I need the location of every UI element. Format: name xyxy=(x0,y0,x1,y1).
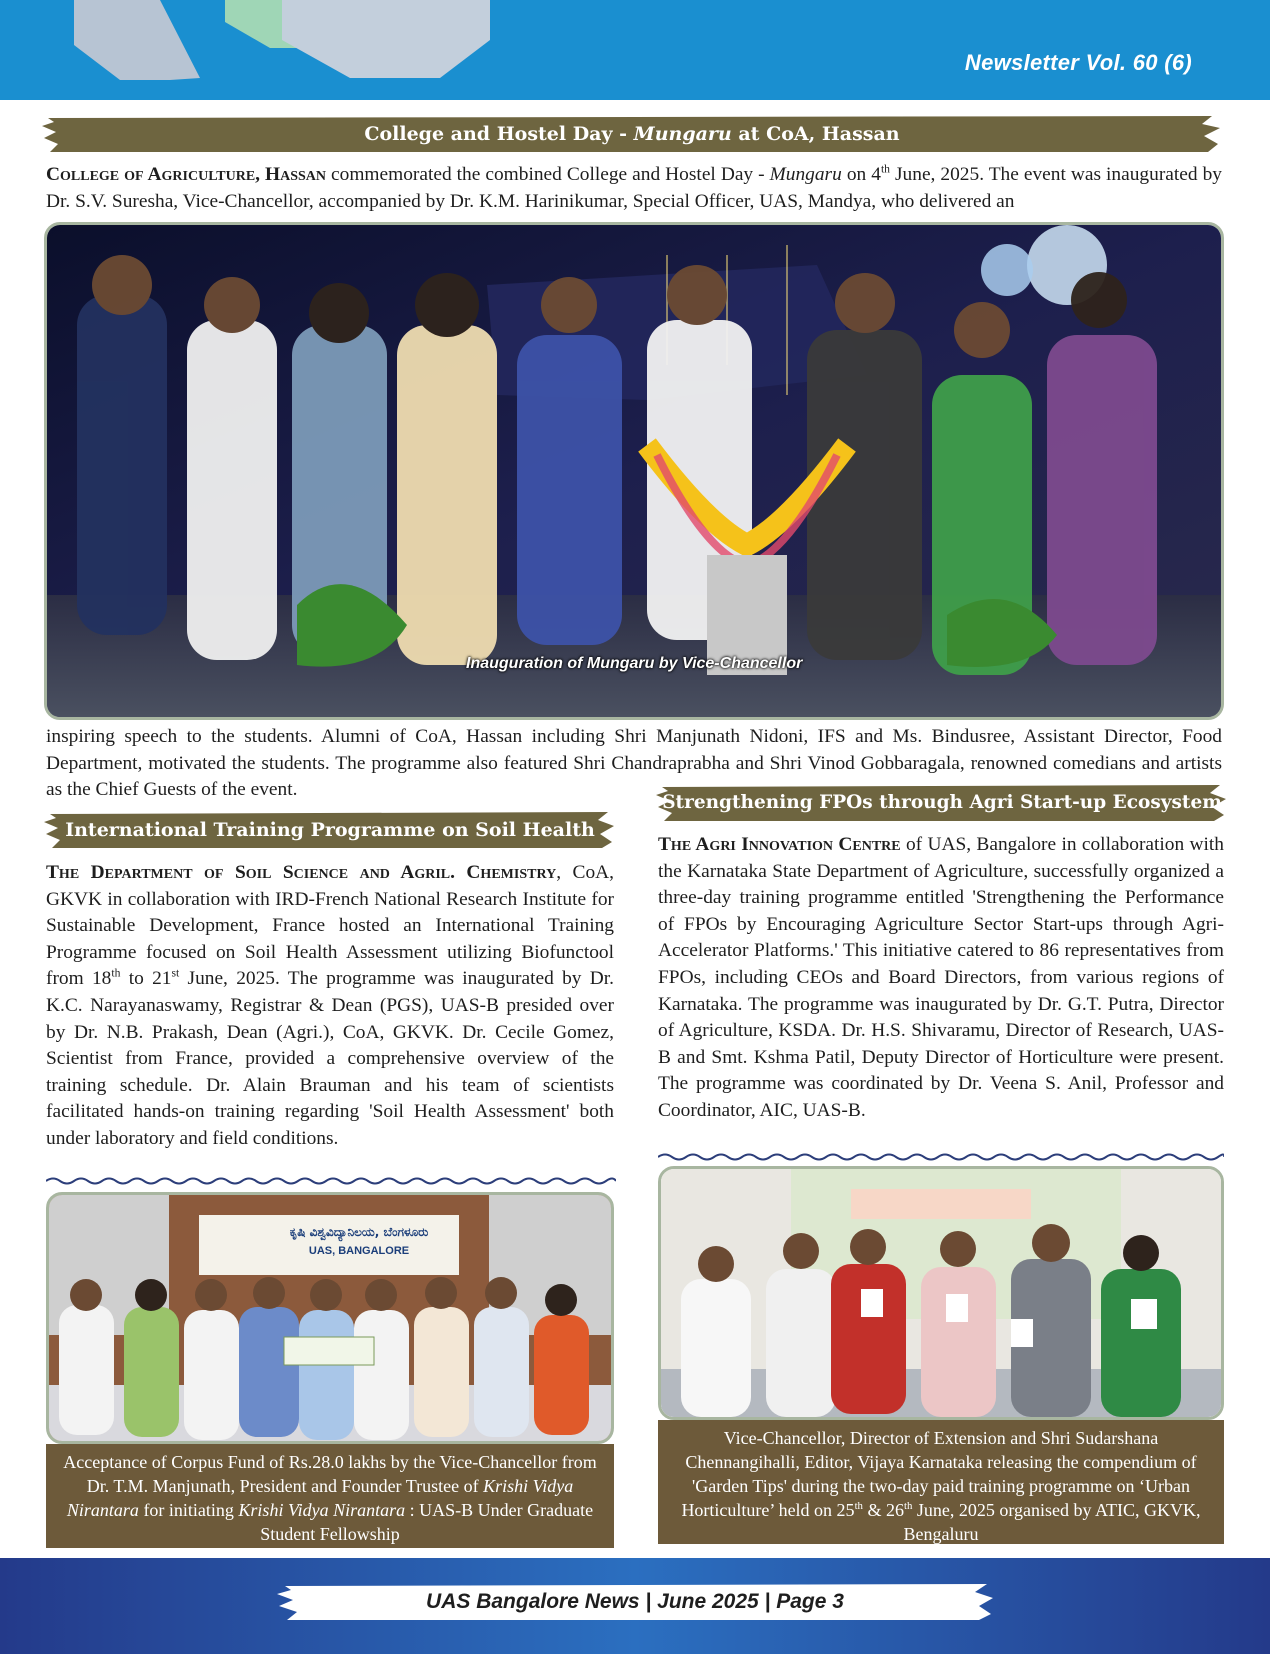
section-banner-college-day xyxy=(42,114,1222,154)
garden-tips-photo xyxy=(658,1166,1224,1420)
hexagon-decoration xyxy=(0,0,540,100)
fpo-article: The Agri Innovation Centre of UAS, Bangalore in collaboration with the Karnataka State Department of Agriculture, successfully organized a three-day training programme entitled 'Strengthening the Performance of FPOs by Encouraging Agriculture Sector Start-ups through Agri-Accelerator Platforms.' This initiative catered to 86 representatives from FPOs, including CEOs and Board Directors, from various regions of Karnataka. The programme was inaugurated by Dr. G.T. Putra, Director of Agriculture, KSDA. Dr. H.S. Shivaramu, Director of Research, UAS-B and Smt. Kshma Patil, Deputy Director of Horticulture were present. The programme was coordinated by Dr. Veena S. Anil, Professor and Coordinator, AIC, UAS-B. xyxy=(658,834,1224,1121)
header-bar xyxy=(0,0,1270,100)
section-title: Strengthening FPOs through Agri Start-up Ecosystem xyxy=(662,792,1222,813)
photo-caption: Inauguration of Mungaru by Vice-Chancellor xyxy=(466,655,803,672)
wavy-divider xyxy=(46,1176,616,1186)
corpus-fund-photo xyxy=(46,1192,614,1444)
banner-sign-english: UAS, BANGALORE xyxy=(308,1245,410,1257)
wavy-divider xyxy=(658,1152,1224,1162)
college-day-continued: inspiring speech to the students. Alumni of CoA, Hassan including Shri Manjunath Nidoni, IFS and Ms. Bindusree, Assistant Director, Food Department, motivated the students. The programme also featured Shri Chandraprabha and Shri Vinod Gobbaragala, renowned comedians and artists as the Chief Guests of the event. xyxy=(46,726,1222,801)
section-title: College and Hostel Day - Mungaru at CoA, Hassan xyxy=(364,123,900,145)
garden-tips-caption: Vice-Chancellor, Director of Extension and Shri Sudarshana Chennangihalli, Editor, Vijaya Karnataka releasing the compendium of 'Garden Tips' during the two-day paid training programme on ‘Urban Horticulture’ held on 25th & 26th June, 2025 organised by ATIC, GKVK, Bengaluru xyxy=(658,1420,1224,1544)
banner-sign-kannada: ಕೃಷಿ ವಿಶ್ವವಿದ್ಯಾನಿಲಯ, ಬೆಂಗಳೂರು xyxy=(289,1225,429,1239)
section-title: International Training Programme on Soil Health xyxy=(65,819,595,841)
corpus-fund-caption: Acceptance of Corpus Fund of Rs.28.0 lakhs by the Vice-Chancellor from Dr. T.M. Manjunath, President and Founder Trustee of Krishi Vidya Nirantara for initiating Krishi Vidya Nirantara : UAS-B Under Graduate Student Fellowship xyxy=(46,1444,614,1548)
footer-text: UAS Bangalore News | June 2025 | Page 3 xyxy=(426,1590,844,1613)
section-banner-fpos xyxy=(656,783,1228,823)
newsletter-volume: Newsletter Vol. 60 (6) xyxy=(964,50,1192,75)
inauguration-photo xyxy=(44,222,1224,720)
section-banner-soil-health xyxy=(44,810,616,850)
college-day-intro: College of Agriculture, Hassan commemorated the combined College and Hostel Day - Mungaru on 4th June, 2025. The event was inaugurated by Dr. S.V. Suresha, Vice-Chancellor, accompanied by Dr. K.M. Harinikumar, Special Officer, UAS, Mandya, who delivered an xyxy=(46,162,1222,212)
soil-health-article: The Department of Soil Science and Agril. Chemistry, CoA, GKVK in collaboration with IRD-French National Research Institute for Sustainable Development, France hosted an International Training Programme focused on Soil Health Assessment utilizing Biofunctool from 18th to 21st June, 2025. The programme was inaugurated by Dr. K.C. Narayanaswamy, Registrar & Dean (PGS), UAS-B presided over by Dr. N.B. Prakash, Dean (Agri.), CoA, GKVK. Dr. Cecile Gomez, Scientist from France, provided a comprehensive overview of the training schedule. Dr. Alain Brauman and his team of scientists facilitated hands-on training regarding 'Soil Health Assessment' both under laboratory and field conditions. xyxy=(46,862,614,1149)
